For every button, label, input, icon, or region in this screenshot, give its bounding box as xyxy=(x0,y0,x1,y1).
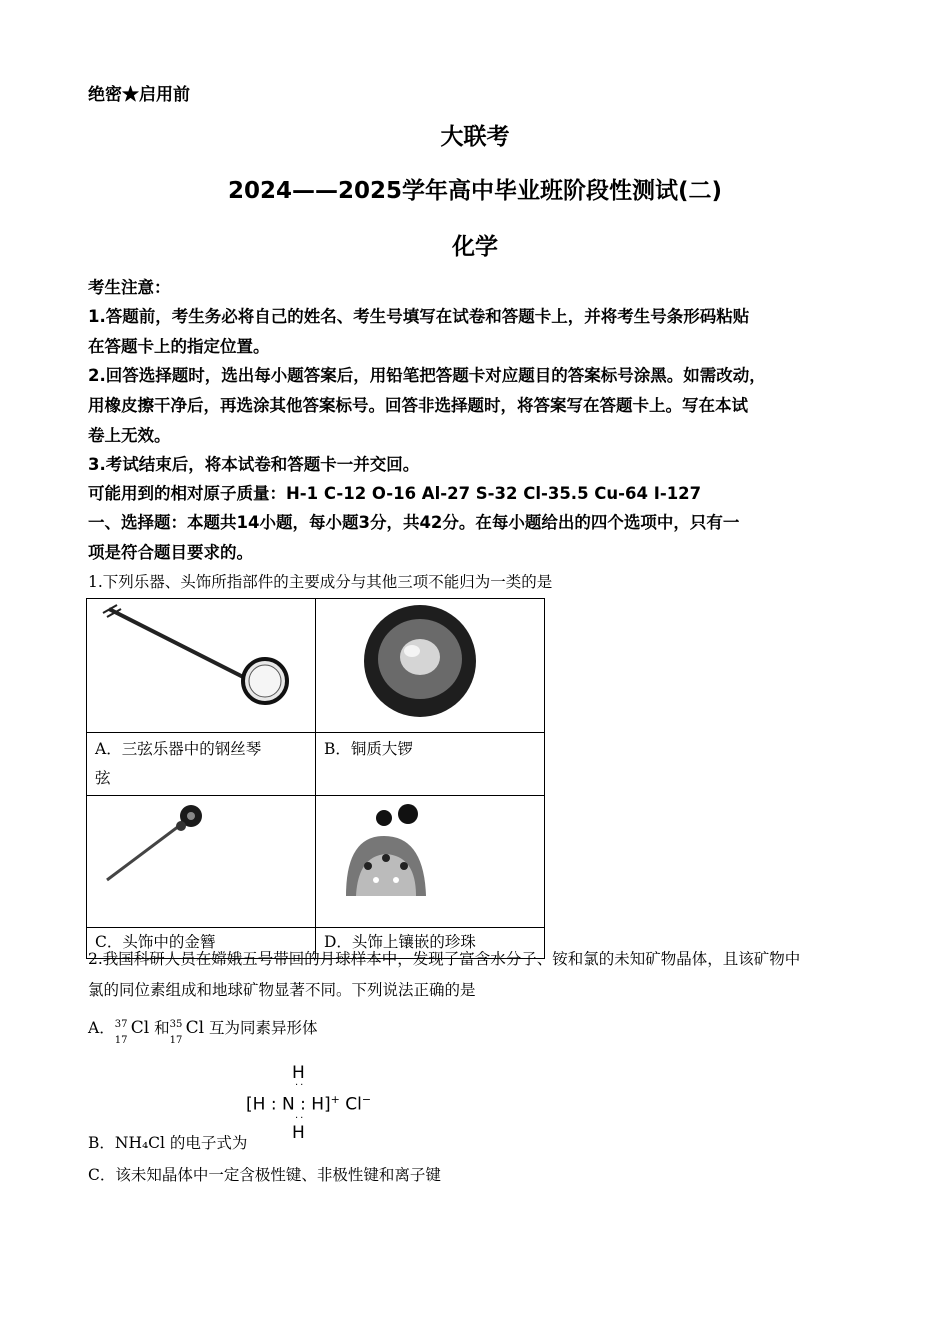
option-a-and: 和 xyxy=(154,1019,170,1037)
option-a-label-cell xyxy=(87,733,316,796)
question-1-stem: 1.下列乐器、头饰所指部件的主要成分与其他三项不能归为一类的是 xyxy=(88,573,553,591)
hairpin-icon xyxy=(87,796,299,923)
option-a-image-cell xyxy=(87,599,316,733)
option-a-label-line-2: 弦 xyxy=(95,769,111,787)
exam-name: 大联考 xyxy=(440,124,510,150)
option-b-label: B．铜质大锣 xyxy=(324,740,413,758)
notice-item-2-line-2: 用橡皮擦干净后，再选涂其他答案标号。回答非选择题时，将答案写在答题卡上。写在本试 xyxy=(88,396,748,415)
confidential-mark: 绝密★启用前 xyxy=(88,85,190,105)
isotope-2-symbol: Cl xyxy=(185,1018,205,1038)
option-a-label-line-1: A．三弦乐器中的钢丝琴 xyxy=(95,740,262,758)
option-d-label: D．头饰上镶嵌的珍珠 xyxy=(324,933,476,951)
option-d-image-cell xyxy=(316,796,545,928)
lewis-bottom-h: H xyxy=(292,1123,305,1143)
lewis-middle xyxy=(246,1093,371,1115)
option-b-image-cell xyxy=(316,599,545,733)
question-2-stem-line-1: 2.我国科研人员在嫦娥五号带回的月球样本中，发现了富含水分子、铵和氯的未知矿物晶体，且该矿物中 xyxy=(88,950,801,968)
section-heading-line-2: 项是符合题目要求的。 xyxy=(88,543,253,562)
notice-item-3: 3.考试结束后，将本试卷和答题卡一并交回。 xyxy=(88,455,420,474)
subject-title: 化学 xyxy=(452,234,498,260)
question-1-options-table xyxy=(86,598,545,959)
lewis-charge: + xyxy=(330,1093,340,1106)
option-c-image-cell xyxy=(87,796,316,928)
gong-icon xyxy=(316,599,528,728)
notice-heading: 考生注意： xyxy=(88,278,171,297)
page-title: 2024——2025学年高中毕业班阶段性测试(二) xyxy=(227,178,723,204)
isotope-2-numbers xyxy=(169,1017,186,1046)
question-2-option-b: B．NH₄Cl 的电子式为 xyxy=(88,1134,248,1152)
section-heading-line-1: 一、选择题：本题共14小题，每小题3分，共42分。在每小题给出的四个选项中，只有一 xyxy=(88,513,740,532)
sanxian-instrument-icon xyxy=(87,599,299,728)
question-2-stem-line-2: 氯的同位素组成和地球矿物显著不同。下列说法正确的是 xyxy=(88,981,476,999)
isotope-1-symbol: Cl xyxy=(130,1018,150,1038)
isotope-2-atomic-number: 17 xyxy=(169,1035,183,1046)
headdress-icon xyxy=(316,796,528,923)
notice-item-1-line-2: 在答题卡上的指定位置。 xyxy=(88,337,270,356)
atomic-mass-line: 可能用到的相对原子质量：H-1 C-12 O-16 Al-27 S-32 Cl-35.5 Cu-64 I-127 xyxy=(88,484,702,503)
lewis-anion: Cl xyxy=(345,1094,362,1115)
isotope-2-mass: 35 xyxy=(169,1019,183,1030)
option-a-suffix: 互为同素异形体 xyxy=(209,1019,318,1037)
question-2-option-c: C．该未知晶体中一定含极性键、非极性键和离子键 xyxy=(88,1166,441,1184)
lewis-top-h: H xyxy=(292,1063,305,1083)
lewis-middle-bracket: [H : N : H] xyxy=(246,1094,331,1115)
option-c-label: C．头饰中的金簪 xyxy=(95,933,216,951)
option-a-prefix: A． xyxy=(88,1019,115,1037)
isotope-1-numbers xyxy=(114,1017,131,1046)
lewis-anion-charge: − xyxy=(361,1093,372,1106)
notice-item-1-line-1: 1.答题前，考生务必将自己的姓名、考生号填写在试卷和答题卡上，并将考生号条形码粘贴 xyxy=(88,307,750,326)
isotope-1-atomic-number: 17 xyxy=(114,1035,128,1046)
option-b-label-cell xyxy=(316,733,545,796)
isotope-1-mass: 37 xyxy=(114,1019,128,1030)
lewis-bottom-pair-icon: ·· xyxy=(295,1113,306,1124)
notice-item-2-line-3: 卷上无效。 xyxy=(88,426,171,445)
lewis-top-pair-icon: ·· xyxy=(295,1080,306,1091)
question-2-option-a xyxy=(88,1013,868,1044)
notice-item-2-line-1: 2.回答选择题时，选出每小题答案后，用铅笔把答题卡对应题目的答案标号涂黑。如需改动， xyxy=(88,366,766,385)
